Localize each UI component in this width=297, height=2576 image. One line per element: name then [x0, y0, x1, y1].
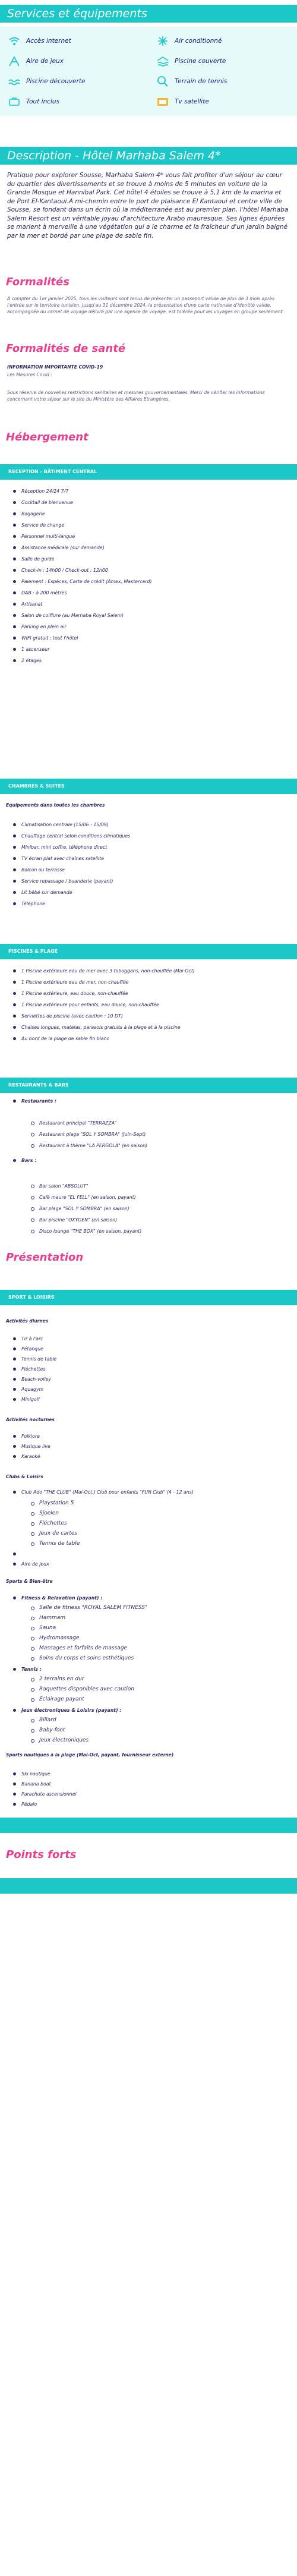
list-item: Jeux de cartes — [31, 1529, 80, 1539]
diurnes-list — [13, 1334, 56, 1404]
list-item: Raquettes disponibles avec caution — [31, 1684, 134, 1695]
sport-bar: SPORT & LOISIRS — [0, 1290, 297, 1305]
hebergement-title: Hébergement — [6, 431, 89, 443]
list-item: Au bord de la plage de sable fin blanc — [13, 1033, 195, 1044]
list-item: Café maure "EL FELL" (en saison, payant) — [31, 1192, 141, 1203]
sante-title: Formalités de santé — [6, 342, 126, 355]
sports-heading: Sports & Bien-être — [6, 1579, 53, 1584]
list-item: Salle de fitness "ROYAL SALEM FITNESS" — [31, 1603, 147, 1613]
list-item: Personnel multi-langue — [13, 531, 151, 542]
list-item: Hammam — [31, 1613, 147, 1623]
list-item: Parachute ascensionnel — [13, 1789, 77, 1799]
nocturnes-heading: Activités nocturnes — [6, 1417, 55, 1422]
list-item: Assistance médicale (sur demande) — [13, 542, 151, 553]
bars-group — [13, 1155, 37, 1166]
restaurants-label: Restaurants : — [13, 1095, 56, 1107]
amenity-label: Air conditionné — [175, 37, 222, 45]
amenity-tennis — [156, 75, 227, 87]
list-item: Tir à l'arc — [13, 1334, 56, 1344]
list-item: Éclairage payant — [31, 1695, 134, 1705]
list-item: Sauna — [31, 1623, 147, 1633]
services-title: Services et équipements — [0, 5, 297, 23]
list-item: Bar piscine "OXYGEN" (en saison) — [31, 1214, 141, 1226]
list-item: Lit bébé sur demande — [13, 887, 130, 898]
description-title: Description - Hôtel Marhaba Salem 4* — [0, 147, 297, 165]
list-item: WIFI gratuit : tout l'hôtel — [13, 632, 151, 644]
list-item: Minigolf — [13, 1394, 56, 1404]
fitness-group — [13, 1593, 102, 1603]
list-item: Musique live — [13, 1441, 50, 1451]
piscines-list — [13, 965, 195, 1044]
fitness-list — [31, 1603, 147, 1664]
amenity-label: Piscine découverte — [26, 78, 86, 85]
list-item: Billard — [31, 1715, 89, 1725]
list-item: 2 terrains en dur — [31, 1674, 134, 1684]
empty-section-bar — [0, 1818, 297, 1833]
list-item: Bagagerie — [13, 508, 151, 519]
list-item: Climatisation centrale (15/06 - 15/09) — [13, 819, 130, 830]
amenity-label: Terrain de tennis — [175, 78, 228, 85]
reception-bar: RECEPTION - BÂTIMENT CENTRAL — [0, 464, 297, 480]
pool-icon — [7, 75, 21, 87]
jeux-label: Jeux électroniques & Loisirs (payant) : — [13, 1705, 122, 1715]
list-item: Parking en plein air — [13, 621, 151, 632]
list-item: TV écran plat avec chaînes satellite — [13, 853, 130, 864]
list-item: Karaoké — [13, 1451, 50, 1462]
formalites-title: Formalités — [6, 276, 69, 288]
amenity-outdoor-pool — [7, 75, 85, 87]
amenity-label: Tv satellite — [175, 98, 209, 105]
amenity-playground — [7, 55, 64, 67]
fitness-label: Fitness & Relaxation (payant) : — [13, 1593, 102, 1603]
list-item: 2 étages — [13, 655, 151, 666]
tennis-list — [31, 1674, 134, 1705]
list-item: Balcon ou terrasse — [13, 864, 130, 876]
amenity-label: Aire de jeux — [26, 58, 64, 65]
list-item: Ski nautique — [13, 1769, 77, 1779]
restaurants-group — [13, 1095, 56, 1107]
list-item: 1 Piscine extérieure, eau douce, non-chauffée — [13, 988, 195, 999]
list-item: 1 Piscine extérieure eau de mer, non-chauffée — [13, 977, 195, 988]
nautique-list — [13, 1769, 77, 1809]
club-after-list — [13, 1549, 49, 1569]
tennis-icon — [156, 75, 170, 87]
list-item: DAB : à 200 mètres — [13, 587, 151, 599]
jeux-list — [31, 1715, 89, 1746]
amenity-tv — [156, 96, 209, 108]
list-item — [13, 1549, 49, 1559]
list-item: Disco lounge "THE BOX" (en saison, payant) — [31, 1226, 141, 1237]
list-item: Fléchettes — [31, 1519, 80, 1529]
list-item: Sjoelen — [31, 1509, 80, 1519]
restaurants-bar: RESTAURANTS & BARS — [0, 1078, 297, 1093]
list-item: Jeux électroniques — [31, 1736, 89, 1746]
list-item: Fléchettes — [13, 1364, 56, 1374]
tennis-label: Tennis : — [13, 1664, 42, 1674]
list-item: Folklore — [13, 1431, 50, 1441]
amenity-covered-pool — [156, 55, 226, 67]
list-item: Salon de coiffure (au Marhaba Royal Salem) — [13, 610, 151, 621]
list-item: Réception 24/24 7/7 — [13, 486, 151, 497]
list-item: Artisanat — [13, 599, 151, 610]
amenity-label: Piscine couverte — [175, 58, 226, 65]
list-item: Chaises longues, matelas, parasols gratuits à la plage et à la piscine — [13, 1022, 195, 1033]
jeux-group — [13, 1705, 122, 1715]
diurnes-heading: Activités diurnes — [6, 1318, 49, 1324]
points-forts-bar — [0, 1878, 297, 1894]
wifi-icon — [7, 35, 21, 47]
amenities-panel — [0, 27, 297, 116]
piscines-bar: PISCINES & PLAGE — [0, 944, 297, 959]
sante-heading: INFORMATION IMPORTANTE COVID-19 — [7, 364, 103, 370]
points-forts-title: Points forts — [6, 1848, 77, 1861]
list-item: Tennis de table — [31, 1539, 80, 1549]
club-sub-list — [31, 1498, 80, 1549]
bars-label: Bars : — [13, 1155, 37, 1166]
tennis-group — [13, 1664, 42, 1674]
amenity-label: Accès internet — [26, 37, 71, 45]
pool-covered-icon — [156, 55, 170, 67]
list-item: Cocktail de bienvenue — [13, 497, 151, 508]
chambres-heading: Equipements dans toutes les chambres — [6, 802, 105, 808]
list-item: 1 Piscine extérieure eau de mer avec 3 toboggans, non-chauffée (Mai-Oct) — [13, 965, 195, 977]
playground-icon — [7, 55, 21, 67]
club-main — [13, 1487, 194, 1497]
list-item: Salle de guide — [13, 553, 151, 565]
presentation-title: Présentation — [6, 1251, 84, 1264]
list-item: Aquagym — [13, 1384, 56, 1394]
list-item: Hydromassage — [31, 1633, 147, 1643]
list-item: Soins du corps et soins esthétiques — [31, 1654, 147, 1664]
list-item: Pétanque — [13, 1344, 56, 1354]
amenity-label: Tout inclus — [26, 98, 60, 105]
list-item: Chauffage central selon conditions climatiques — [13, 830, 130, 842]
list-item: Minibar, mini coffre, téléphone direct — [13, 842, 130, 853]
description-text: Pratique pour explorer Sousse, Marhaba Salem 4* vous fait profiter d'un séjour au cœur du quartier des divertissements et se trouve à moins de 5 minutes en voiture de la Grande Mosque et Hannibal Park. Cet hôtel 4 étoiles se trouve à 5,1 km de la marina et de Port El-Kantaoui.A mi-chemin entre le port de plaisance El Kantaoui et centre ville de Sousse, se fondant dans un écrin où la méditerranée est au premier plan, l'hôtel Marhaba Salem Resort est un véritable joyau d'architecture Arabo mauresque. Ses lignes épurées se marient à merveille à une végétation qui a le charme et la fraîcheur d'un jardin baigné par la mer et bordé par une plage de sable fin. — [7, 172, 289, 240]
list-item: Tennis de table — [13, 1354, 56, 1364]
list-item: Pédalo — [13, 1799, 77, 1809]
nautique-heading: Sports nautiques à la plage (Mai-Oct, payant, fournisseur externe) — [6, 1752, 174, 1758]
list-item: Aire de jeux — [13, 1559, 49, 1569]
amenity-aircon — [156, 35, 222, 47]
list-item: Restaurant à thème "LA PERGOLA" (en saison) — [31, 1140, 147, 1151]
list-item: Playstation 5 — [31, 1498, 80, 1509]
chambres-bar: CHAMBRES & SUITES — [0, 779, 297, 794]
all-inclusive-icon — [7, 96, 21, 108]
list-item: 1 ascenseur — [13, 644, 151, 655]
nocturnes-list — [13, 1431, 50, 1462]
list-item: Paiement : Espèces, Carte de crédit (Amex, Mastercard) — [13, 576, 151, 587]
list-item: Bar plage "SOL Y SOMBRA" (en saison) — [31, 1203, 141, 1214]
chambres-list — [13, 819, 130, 909]
list-item: Baby-foot — [31, 1725, 89, 1736]
formalites-text: A compter du 1er janvier 2025, tous les visiteurs sont tenus de présenter un passeport valide de plus de 3 mois après l'entrée sur le territoire tunisien. Jusqu'au 31 décembre 2024, la présentation d'une carte nationale d'identité valide, accompagnée du carnet de voyage délivré par une agence de voyage, est tolérée pour les voyages en groupe seulement. — [7, 296, 284, 314]
sante-line: Les Mesures Covid : — [7, 372, 52, 377]
sante-text: Sous réserve de nouvelles restrictions sanitaires et mesures gouvernementales. Merci de vérifier les informations concernant votre séjour sur le site du Ministère des Affaires Etrangères. — [7, 390, 265, 402]
list-item: Serviettes de piscine (avec caution : 10 DT) — [13, 1010, 195, 1022]
tv-icon — [156, 96, 170, 108]
restaurants-list — [31, 1117, 147, 1151]
list-item: Banana boat — [13, 1779, 77, 1789]
amenity-all-inclusive — [7, 96, 59, 108]
list-item: Check-in : 14h00 / Check-out : 12h00 — [13, 565, 151, 576]
list-item: Restaurant plage "SOL Y SOMBRA" (Juin-Sept) — [31, 1129, 147, 1140]
list-item: Service repassage / buanderie (payant) — [13, 876, 130, 887]
list-item: Massages et forfaits de massage — [31, 1643, 147, 1654]
list-item: Service de change — [13, 519, 151, 531]
bars-list — [31, 1180, 141, 1237]
snowflake-icon — [156, 35, 170, 47]
list-item: Club Ado "THE CLUB" (Mai-Oct.) Club pour enfants "FUN Club" (4 - 12 ans) — [13, 1487, 194, 1497]
amenity-internet — [7, 35, 71, 47]
reception-list — [13, 486, 151, 666]
club-heading: Clubs & Loisirs — [6, 1474, 43, 1479]
list-item: Bar salon "ABSOLUT" — [31, 1180, 141, 1192]
list-item: 1 Piscine extérieure pour enfants, eau douce, non-chauffée — [13, 999, 195, 1010]
list-item: Téléphone — [13, 898, 130, 909]
list-item: Restaurant principal "TERRAZZA" — [31, 1117, 147, 1129]
list-item: Beach-volley — [13, 1374, 56, 1384]
